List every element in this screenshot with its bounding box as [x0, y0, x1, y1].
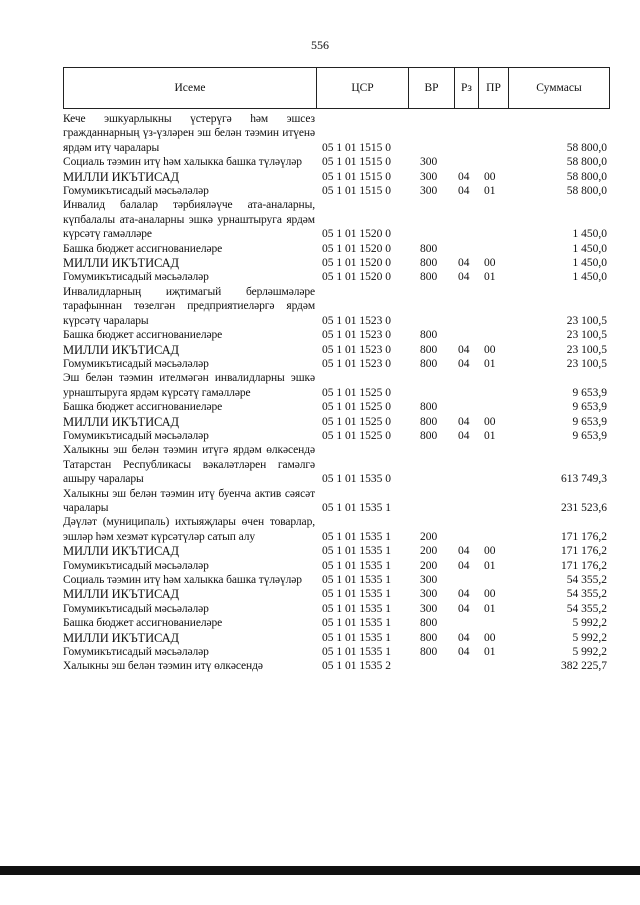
table-row [63, 659, 610, 673]
table-row [63, 112, 610, 155]
row-csr: 05 1 01 1535 0 [322, 473, 391, 486]
row-csr: 05 1 01 1535 1 [322, 588, 391, 601]
row-pr: 01 [484, 357, 496, 370]
row-csr: 05 1 01 1535 2 [322, 660, 391, 673]
row-name: Инвалидларның иҗтимагый берләшмәләре тарафыннан төзелгән предприятиеләргә ярдәм күрсәтү чаралары [63, 285, 315, 327]
row-pr: 01 [484, 559, 496, 572]
row-name: Гомумикътисадый мәсьәләләр [63, 185, 209, 198]
row-csr: 05 1 01 1520 0 [322, 228, 391, 241]
row-rz: 04 [458, 559, 470, 572]
row-sum: 58 800,0 [566, 170, 607, 183]
table-row [63, 544, 610, 558]
row-sum: 171 176,2 [561, 530, 607, 543]
row-csr: 05 1 01 1535 1 [322, 501, 391, 514]
row-csr: 05 1 01 1525 0 [322, 429, 391, 442]
row-sum: 23 100,5 [566, 314, 607, 327]
header-sum: Суммасы [536, 82, 582, 94]
table-body [63, 112, 610, 674]
header-vr: ВР [409, 68, 455, 108]
table-row [63, 270, 610, 284]
row-sum: 171 176,2 [561, 559, 607, 572]
table-row [63, 242, 610, 256]
table-row [63, 328, 610, 342]
table-row [63, 559, 610, 573]
row-csr: 05 1 01 1520 0 [322, 257, 391, 270]
row-name: Башка бюджет ассигнованиеләре [63, 242, 223, 255]
row-sum: 231 523,6 [561, 501, 607, 514]
row-name: Гомумикътисадый мәсьәләләр [63, 357, 209, 370]
row-pr: 01 [484, 185, 496, 198]
row-csr: 05 1 01 1525 0 [322, 415, 391, 428]
table-row [63, 415, 610, 429]
row-rz: 04 [458, 257, 470, 270]
row-csr: 05 1 01 1525 0 [322, 401, 391, 414]
row-sum: 9 653,9 [572, 429, 607, 442]
row-csr: 05 1 01 1520 0 [322, 242, 391, 255]
row-name: Гомумикътисадый мәсьәләләр [63, 429, 209, 442]
row-vr: 200 [420, 530, 438, 543]
row-sum: 1 450,0 [572, 257, 607, 270]
row-pr: 00 [484, 588, 496, 601]
row-rz: 04 [458, 170, 470, 183]
row-csr: 05 1 01 1525 0 [322, 386, 391, 399]
table-row [63, 631, 610, 645]
row-name: Гомумикътисадый мәсьәләләр [63, 646, 209, 659]
page-number: 556 [311, 38, 329, 52]
row-sum: 5 992,2 [572, 617, 607, 630]
row-vr: 800 [420, 329, 438, 342]
row-csr: 05 1 01 1515 0 [322, 170, 391, 183]
table-row [63, 443, 610, 486]
row-vr: 800 [420, 242, 438, 255]
row-sum: 613 749,3 [561, 473, 607, 486]
table-header [63, 67, 610, 109]
row-csr: 05 1 01 1535 1 [322, 646, 391, 659]
row-sum: 1 450,0 [572, 242, 607, 255]
row-pr: 01 [484, 646, 496, 659]
row-sum: 9 653,9 [572, 386, 607, 399]
row-rz: 04 [458, 588, 470, 601]
header-pr: ПР [479, 68, 509, 108]
table-row [63, 573, 610, 587]
table-row [63, 400, 610, 414]
row-rz: 04 [458, 631, 470, 644]
row-csr: 05 1 01 1523 0 [322, 314, 391, 327]
row-vr: 300 [420, 574, 438, 586]
table-row [63, 587, 610, 601]
header-name: Исеме [64, 68, 317, 108]
row-rz: 04 [458, 415, 470, 428]
row-rz: 04 [458, 545, 470, 558]
row-sum: 23 100,5 [566, 357, 607, 370]
row-vr: 300 [420, 156, 438, 169]
row-sum: 9 653,9 [572, 401, 607, 414]
row-pr: 01 [484, 602, 496, 615]
row-csr: 05 1 01 1523 0 [322, 329, 391, 342]
row-rz: 04 [458, 185, 470, 198]
row-sum: 23 100,5 [566, 329, 607, 342]
table-row [63, 256, 610, 270]
row-name: Халыкны эш белән тәэмин итү өлкәсендә [63, 660, 263, 673]
table-row [63, 285, 610, 328]
page-bottom-bar [0, 866, 640, 875]
table-row [63, 357, 610, 371]
row-csr: 05 1 01 1523 0 [322, 357, 391, 370]
row-vr: 800 [420, 646, 438, 659]
row-csr: 05 1 01 1520 0 [322, 271, 391, 284]
row-vr: 200 [420, 545, 438, 558]
table-row [63, 645, 610, 659]
row-name: Гомумикътисадый мәсьәләләр [63, 559, 209, 572]
row-sum: 54 355,2 [566, 574, 607, 586]
row-vr: 800 [420, 257, 438, 270]
row-csr: 05 1 01 1515 0 [322, 156, 391, 169]
row-csr: 05 1 01 1535 1 [322, 559, 391, 572]
row-vr: 300 [420, 185, 438, 198]
row-pr: 00 [484, 170, 496, 183]
row-vr: 800 [420, 429, 438, 442]
row-sum: 382 225,7 [561, 660, 607, 673]
row-name: Инвалид балалар тәрбияләүче ата-аналарны, күпбалалы ата-аналарны эшкә урнаштыруга ярдәм күрсәтү гамәлләре [63, 199, 315, 241]
row-name: МИЛЛИ ИКЪТИСАД [63, 342, 179, 357]
row-rz: 04 [458, 602, 470, 615]
row-sum: 58 800,0 [566, 141, 607, 154]
row-csr: 05 1 01 1535 1 [322, 617, 391, 630]
row-vr: 300 [420, 602, 438, 615]
row-pr: 00 [484, 631, 496, 644]
row-name: Башка бюджет ассигнованиеләре [63, 329, 223, 342]
table-row [63, 487, 610, 516]
row-name: Халыкны эш белән тәэмин итүгә ярдәм өлкәсендә Татарстан Республикасы вәкаләтләрен гамәлгә ашыру чаралары [63, 444, 315, 486]
row-rz: 04 [458, 343, 470, 356]
row-sum: 1 450,0 [572, 271, 607, 284]
table-row [63, 429, 610, 443]
row-sum: 54 355,2 [566, 602, 607, 615]
row-pr: 00 [484, 343, 496, 356]
row-pr: 01 [484, 271, 496, 284]
row-sum: 58 800,0 [566, 156, 607, 169]
row-rz: 04 [458, 271, 470, 284]
row-sum: 5 992,2 [572, 646, 607, 659]
row-csr: 05 1 01 1535 1 [322, 545, 391, 558]
row-rz: 04 [458, 646, 470, 659]
row-vr: 800 [420, 617, 438, 630]
row-sum: 54 355,2 [566, 588, 607, 601]
row-name: Гомумикътисадый мәсьәләләр [63, 271, 209, 284]
table-row [63, 170, 610, 184]
row-name: МИЛЛИ ИКЪТИСАД [63, 256, 179, 271]
row-name: МИЛЛИ ИКЪТИСАД [63, 630, 179, 645]
row-csr: 05 1 01 1523 0 [322, 343, 391, 356]
table-row [63, 371, 610, 400]
row-name: Дәүләт (муниципаль) ихтыяҗлары өчен товарлар, эшләр һәм хезмәт күрсәтүләр сатып алу [63, 516, 315, 543]
row-name: Башка бюджет ассигнованиеләре [63, 401, 223, 414]
row-pr: 00 [484, 415, 496, 428]
row-vr: 300 [420, 170, 438, 183]
row-pr: 01 [484, 429, 496, 442]
row-pr: 00 [484, 257, 496, 270]
row-csr: 05 1 01 1515 0 [322, 141, 391, 154]
row-vr: 800 [420, 401, 438, 414]
row-vr: 800 [420, 343, 438, 356]
row-sum: 5 992,2 [572, 631, 607, 644]
row-name: Кече эшкуарлыкны үстерүгә һәм эшсез гражданнарның үз-үзләрен эш белән тәэмин итүенә ярдәм итү чаралары [63, 113, 315, 154]
row-name: Эш белән тәэмин ителмәгән инвалидларны эшкә урнаштыруга ярдәм күрсәтү гамәлләре [63, 372, 315, 399]
row-sum: 1 450,0 [572, 228, 607, 241]
row-csr: 05 1 01 1535 1 [322, 602, 391, 615]
row-rz: 04 [458, 357, 470, 370]
row-vr: 800 [420, 271, 438, 284]
row-csr: 05 1 01 1535 1 [322, 631, 391, 644]
table-row [63, 343, 610, 357]
row-name: МИЛЛИ ИКЪТИСАД [63, 414, 179, 429]
row-name: МИЛЛИ ИКЪТИСАД [63, 587, 179, 602]
row-sum: 23 100,5 [566, 343, 607, 356]
table-row [63, 155, 610, 169]
row-name: Гомумикътисадый мәсьәләләр [63, 602, 209, 615]
header-rz: Рз [455, 68, 479, 108]
row-sum: 171 176,2 [561, 545, 607, 558]
table-row [63, 602, 610, 616]
table-row [63, 616, 610, 630]
row-vr: 200 [420, 559, 438, 572]
header-csr: ЦСР [317, 68, 409, 108]
row-sum: 9 653,9 [572, 415, 607, 428]
row-vr: 800 [420, 631, 438, 644]
row-name: Социаль тәэмин итү һәм халыкка башка түләүләр [63, 156, 302, 169]
row-sum: 58 800,0 [566, 185, 607, 198]
row-csr: 05 1 01 1535 1 [322, 574, 391, 586]
row-csr: 05 1 01 1515 0 [322, 185, 391, 198]
row-pr: 00 [484, 545, 496, 558]
row-name: МИЛЛИ ИКЪТИСАД [63, 169, 179, 184]
row-vr: 300 [420, 588, 438, 601]
row-vr: 800 [420, 357, 438, 370]
table-row [63, 184, 610, 198]
row-name: МИЛЛИ ИКЪТИСАД [63, 544, 179, 559]
table-row [63, 515, 610, 544]
row-name: Халыкны эш белән тәэмин итү буенча актив сәясәт чаралары [63, 487, 315, 514]
row-rz: 04 [458, 429, 470, 442]
row-name: Социаль тәэмин итү һәм халыкка башка түләүләр [63, 574, 302, 586]
row-csr: 05 1 01 1535 1 [322, 530, 391, 543]
row-name: Башка бюджет ассигнованиеләре [63, 617, 223, 630]
row-vr: 800 [420, 415, 438, 428]
table-row [63, 198, 610, 241]
